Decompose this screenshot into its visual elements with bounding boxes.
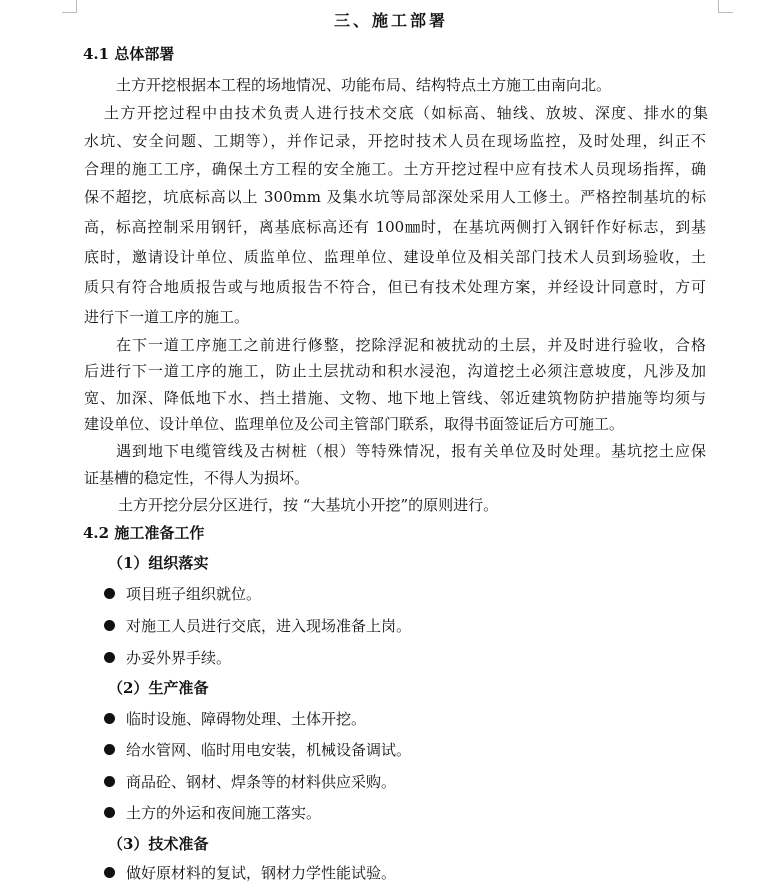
bullet-icon: [104, 807, 115, 818]
list-item: 对施工人员进行交底，进入现场准备上岗。: [104, 615, 411, 636]
list-item: 土方的外运和夜间施工落实。: [104, 802, 321, 823]
paragraph-line: 遇到地下电缆管线及古树桩（根）等特殊情况，报有关单位及时处理。基坑挖土应保: [116, 442, 706, 460]
paragraph-line: 水坑、安全问题、工期等），并作记录，开挖时技术人员在现场监控，及时处理，纠正不: [84, 132, 706, 150]
bullet-icon: [104, 652, 115, 663]
section-title: 三、施工部署: [333, 11, 448, 30]
paragraph-line: 建设单位、设计单位、监理单位及公司主管部门联系，取得书面签证后方可施工。: [84, 415, 625, 433]
list-item: 临时设施、障碍物处理、土体开挖。: [104, 708, 366, 729]
paragraph-line: 土方开挖分层分区进行，按 “大基坑小开挖”的原则进行。: [118, 496, 499, 514]
paragraph-line: 土方开挖根据本工程的场地情况、功能布局、结构特点土方施工由南向北。: [116, 76, 612, 94]
bullet-icon: [104, 713, 115, 724]
paragraph-line: 在下一道工序施工之前进行修整，挖除浮泥和被扰动的土层，并及时进行验收，合格: [116, 336, 706, 354]
subheading-technical: （3）技术准备: [108, 835, 209, 853]
heading-4-1: 4.1 总体部署: [83, 45, 175, 63]
bullet-icon: [104, 588, 115, 599]
list-item: 办妥外界手续。: [104, 647, 231, 668]
list-item: 给水管网、临时用电安装，机械设备调试。: [104, 739, 411, 760]
list-item: 项目班子组织就位。: [104, 583, 261, 604]
paragraph-line: 质只有符合地质报告或与地质报告不符合，但已有技术处理方案，并经设计同意时，方可: [84, 278, 706, 296]
bullet-icon: [104, 744, 115, 755]
bullet-icon: [104, 776, 115, 787]
list-item: 商品砼、钢材、焊条等的材料供应采购。: [104, 771, 396, 792]
paragraph-line: 土方开挖过程中由技术负责人进行技术交底（如标高、轴线、放坡、深度、排水的集: [104, 104, 708, 122]
bullet-icon: [104, 620, 115, 631]
subheading-production: （2）生产准备: [108, 679, 209, 697]
paragraph-line: 宽、加深、降低地下水、挡土措施、文物、地下地上管线、邻近建筑物防护措施等均须与: [84, 389, 706, 407]
paragraph-line: 合理的施工工序，确保土方工程的安全施工。土方开挖过程中应有技术人员现场指挥，确: [84, 160, 706, 178]
paragraph-line: 底时，邀请设计单位、质监单位、监理单位、建设单位及相关部门技术人员到场验收，土: [84, 248, 706, 266]
subheading-organization: （1）组织落实: [108, 554, 209, 572]
heading-4-2: 4.2 施工准备工作: [83, 524, 205, 542]
list-item: 做好原材料的复试，钢材力学性能试验。: [104, 862, 396, 883]
paragraph-line: 证基槽的稳定性，不得人为损坏。: [84, 469, 310, 487]
paragraph-line: 高，标高控制采用钢钎，离基底标高还有 100㎜时，在基坑两侧打入钢钎作好标志，到基: [84, 218, 706, 236]
paragraph-line: 后进行下一道工序的施工，防止土层扰动和积水浸泡，沟道挖土必须注意坡度，凡涉及加: [84, 362, 706, 380]
paragraph-line: 保不超挖，坑底标高以上 300mm 及集水坑等局部深处采用人工修土。严格控制基坑的标: [84, 188, 706, 206]
bullet-icon: [104, 867, 115, 878]
paragraph-line: 进行下一道工序的施工。: [84, 308, 250, 326]
